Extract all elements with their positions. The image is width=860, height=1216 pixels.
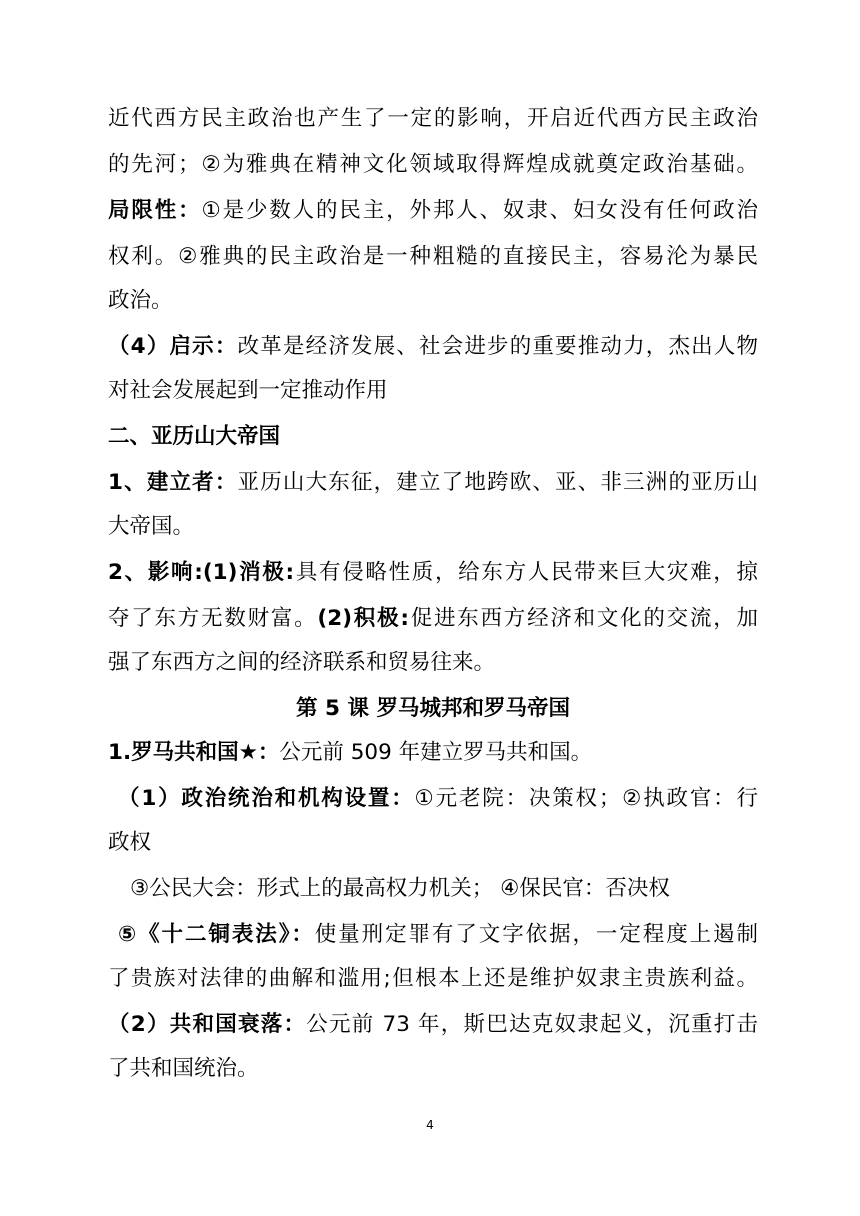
bold-label: (1)消极: xyxy=(202,560,295,585)
lesson-title: 第 5 课 罗马城邦和罗马帝国 xyxy=(296,696,570,721)
paragraph-line xyxy=(108,196,758,226)
line-text: 亚历山大东征，建立了地跨欧、亚、非三洲的亚历山 xyxy=(237,470,758,495)
section-heading: 二、亚历山大帝国 xyxy=(108,424,281,449)
paragraph-line xyxy=(118,784,758,814)
paragraph-line: 近代西方民主政治也产生了一定的影响，开启近代西方民主政治 xyxy=(108,106,758,131)
line-text: 具有侵略性质，给东方人民带来巨大灾难，掠 xyxy=(294,560,758,585)
line-text: 使量刑定罪有了文字依据，一定程度上遏制 xyxy=(314,922,758,947)
bold-label: 1.罗马共和国★： xyxy=(108,740,280,765)
line-text: ①元老院：决策权；②执政官：行 xyxy=(414,786,758,811)
bold-label: ⑤《十二铜表法》： xyxy=(118,922,315,947)
paragraph-line: 权利。②雅典的民主政治是一种粗糙的直接民主，容易沦为暴民 xyxy=(108,244,758,269)
paragraph-line: ③公民大会：形式上的最高权力机关； ④保民官：否决权 xyxy=(130,876,670,901)
paragraph-line xyxy=(108,332,758,362)
paragraph-line: 的先河；②为雅典在精神文化领域取得辉煌成就奠定政治基础。 xyxy=(108,152,758,177)
paragraph-line xyxy=(118,920,758,950)
paragraph-line xyxy=(108,468,758,498)
line-text: 夺了东方无数财富。 xyxy=(108,606,318,631)
paragraph-line xyxy=(108,738,758,768)
paragraph-line: 了共和国统治。 xyxy=(108,1056,259,1081)
bold-label: 局限性： xyxy=(108,198,202,223)
bold-label: 1、建立者： xyxy=(108,470,238,495)
paragraph-line: 大帝国。 xyxy=(108,514,195,539)
line-text: ①是少数人的民主，外邦人、奴隶、妇女没有任何政治 xyxy=(201,198,758,223)
line-text: 促进东西方经济和文化的交流，加 xyxy=(408,606,758,631)
line-text: 公元前 73 年，斯巴达克奴隶起义，沉重打击 xyxy=(306,1012,758,1037)
paragraph-line xyxy=(108,604,758,634)
paragraph-line: 对社会发展起到一定推动作用 xyxy=(108,378,388,403)
paragraph-line: 政权 xyxy=(108,830,152,855)
bold-label: 2、影响: xyxy=(108,560,203,585)
paragraph-line: 了贵族对法律的曲解和滥用;但根本上还是维护奴隶主贵族利益。 xyxy=(108,966,758,991)
paragraph-line xyxy=(108,558,758,588)
paragraph-line xyxy=(108,1010,758,1040)
paragraph-line: 政治。 xyxy=(108,288,173,313)
bold-label: (2)积极: xyxy=(317,606,409,631)
paragraph-line: 强了东西方之间的经济联系和贸易往来。 xyxy=(108,650,496,675)
page-number: 4 xyxy=(426,1118,434,1132)
line-text: 公元前 509 年建立罗马共和国。 xyxy=(279,740,593,765)
bold-label: （2）共和国衰落： xyxy=(108,1012,307,1037)
line-text: 改革是经济发展、社会进步的重要推动力，杰出人物 xyxy=(237,334,758,359)
bold-label: （4）启示： xyxy=(108,334,238,359)
bold-label: （1）政治统治和机构设置： xyxy=(118,786,415,811)
